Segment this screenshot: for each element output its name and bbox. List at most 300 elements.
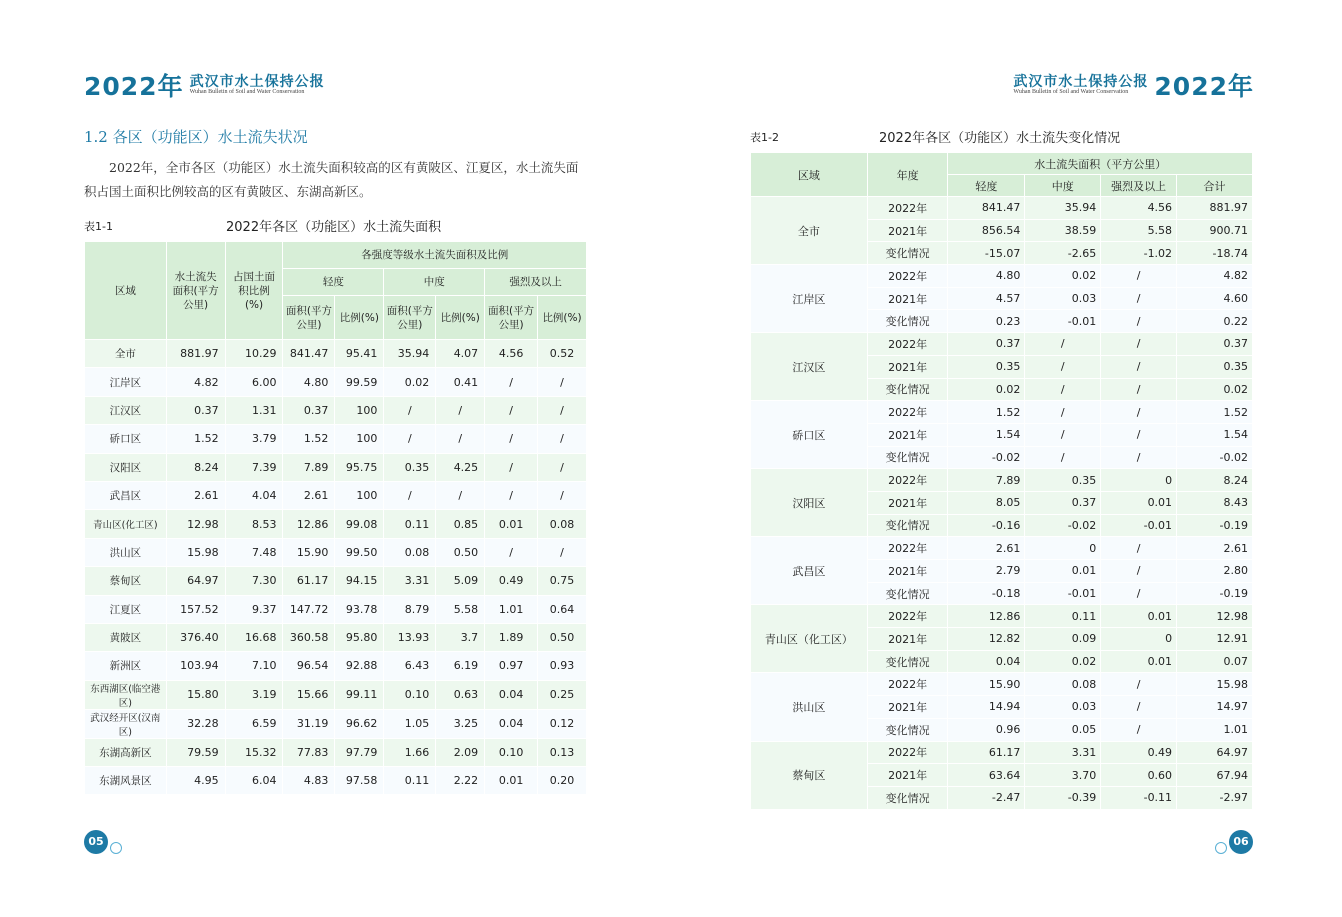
table-row [751,333,1253,356]
table-row [751,265,1253,288]
cell-light-ratio: 100 [335,425,384,453]
cell-strong: / [1101,446,1177,469]
cell-region: 全市 [751,197,868,265]
cell-light-ratio: 100 [335,396,384,424]
cell-year: 2022年 [867,469,948,492]
cell-light-area: 7.89 [283,453,335,481]
cell-light: 12.82 [948,628,1025,651]
cell-light-area: 841.47 [283,340,335,368]
cell-total: 0.35 [1177,355,1253,378]
cell-strong: 0.49 [1101,741,1177,764]
section-title: 1.2 各区（功能区）水土流失状况 [84,128,308,146]
cell-ratio: 6.59 [225,709,283,738]
cell-light-area: 61.17 [283,567,335,595]
cell-strong: / [1101,718,1177,741]
cell-medium: 3.31 [1025,741,1101,764]
cell-total: -18.74 [1177,242,1253,265]
table-row [85,623,587,651]
cell-medium-area: 0.10 [384,680,436,709]
cell-area: 12.98 [166,510,225,538]
col-header-region: 区域 [85,242,167,340]
cell-strong-ratio: / [538,396,587,424]
cell-strong-area: 0.04 [485,680,538,709]
cell-light-ratio: 99.59 [335,368,384,396]
table-row [85,340,587,368]
cell-area: 157.52 [166,595,225,623]
cell-medium: / [1025,423,1101,446]
cell-strong: 0 [1101,628,1177,651]
cell-light-area: 12.86 [283,510,335,538]
cell-medium: / [1025,355,1101,378]
cell-year: 2022年 [867,537,948,560]
cell-strong-area: 1.89 [485,623,538,651]
table-row [85,709,587,738]
cell-year: 2022年 [867,673,948,696]
cell-ratio: 4.04 [225,481,283,509]
cell-area: 4.95 [166,767,225,795]
cell-year: 2021年 [867,696,948,719]
cell-light: -15.07 [948,242,1025,265]
col-header-area [166,242,225,340]
table-row [85,368,587,396]
cell-strong-ratio: 0.13 [538,738,587,766]
cell-strong-area: 0.01 [485,510,538,538]
cell-year: 2021年 [867,491,948,514]
cell-medium: 3.70 [1025,764,1101,787]
cell-light-area: 15.90 [283,538,335,566]
cell-strong-ratio: 0.52 [538,340,587,368]
cell-strong: 5.58 [1101,219,1177,242]
cell-total: 4.60 [1177,287,1253,310]
subheader-light-area: 面积(平方公里) [283,296,335,340]
cell-medium-ratio: 5.09 [436,567,485,595]
cell-ratio: 10.29 [225,340,283,368]
cell-medium: -0.01 [1025,310,1101,333]
cell-region: 东湖高新区 [85,738,167,766]
cell-medium-ratio: 4.07 [436,340,485,368]
cell-light-area: 15.66 [283,680,335,709]
cell-medium: -0.39 [1025,786,1101,809]
cell-strong: / [1101,582,1177,605]
cell-total: 8.43 [1177,491,1253,514]
t2-header-total: 合计 [1177,175,1253,197]
cell-region: 东西湖区(临空港区) [85,680,167,709]
cell-total: 900.71 [1177,219,1253,242]
subheader-light-ratio: 比例(%) [335,296,384,340]
cell-strong-ratio: 0.25 [538,680,587,709]
cell-strong-ratio: 0.64 [538,595,587,623]
table-row [85,652,587,680]
cell-area: 32.28 [166,709,225,738]
table-row [751,605,1253,628]
cell-region: 江岸区 [751,265,868,333]
table2-title: 2022年各区（功能区）水土流失变化情况 [879,131,1121,146]
cell-strong: 0.01 [1101,491,1177,514]
cell-medium-area: 8.79 [384,595,436,623]
cell-medium: 0.03 [1025,696,1101,719]
cell-region: 硚口区 [751,401,868,469]
cell-total: 881.97 [1177,197,1253,220]
cell-strong-area: / [485,396,538,424]
cell-total: 12.98 [1177,605,1253,628]
cell-medium: 0.03 [1025,287,1101,310]
cell-year: 2021年 [867,355,948,378]
cell-medium: 0.02 [1025,265,1101,288]
cell-total: 1.54 [1177,423,1253,446]
cell-light: 1.52 [948,401,1025,424]
cell-light: 856.54 [948,219,1025,242]
table-row [85,595,587,623]
cell-strong: 0.01 [1101,650,1177,673]
cell-year: 变化情况 [867,582,948,605]
col-header-light: 轻度 [283,269,384,296]
cell-total: -0.02 [1177,446,1253,469]
cell-ratio: 3.19 [225,680,283,709]
cell-medium-area: / [384,481,436,509]
cell-light-area: 1.52 [283,425,335,453]
cell-medium: / [1025,401,1101,424]
cell-medium-ratio: / [436,396,485,424]
cell-area: 376.40 [166,623,225,651]
right-header [1013,70,1254,100]
page-number-right: 06 [1229,830,1253,854]
cell-medium: / [1025,446,1101,469]
cell-region: 武昌区 [85,481,167,509]
cell-region: 青山区(化工区) [85,510,167,538]
header-subtitle: Wuhan Bulletin of Soil and Water Conservation [189,89,305,96]
table-row [751,469,1253,492]
cell-strong-area: / [485,481,538,509]
erosion-change-table [750,152,1253,810]
cell-region: 硚口区 [85,425,167,453]
cell-region: 武汉经开区(汉南区) [85,709,167,738]
cell-medium-ratio: 0.50 [436,538,485,566]
cell-total: 0.22 [1177,310,1253,333]
cell-light: 7.89 [948,469,1025,492]
cell-medium: 0.37 [1025,491,1101,514]
erosion-area-table [84,241,587,795]
cell-strong-area: 0.10 [485,738,538,766]
cell-strong-area: 4.56 [485,340,538,368]
cell-year: 2021年 [867,219,948,242]
cell-ratio: 3.79 [225,425,283,453]
header-title-right: 武汉市水土保持公报 [1013,73,1149,90]
subheader-strong-ratio: 比例(%) [538,296,587,340]
cell-ratio: 16.68 [225,623,283,651]
cell-region: 东湖风景区 [85,767,167,795]
cell-medium-area: 1.05 [384,709,436,738]
cell-strong-ratio: 0.75 [538,567,587,595]
cell-medium-area: 0.11 [384,767,436,795]
cell-medium: -2.65 [1025,242,1101,265]
subheader-strong-area: 面积(平方公里) [485,296,538,340]
cell-medium-area: 6.43 [384,652,436,680]
cell-strong: 4.56 [1101,197,1177,220]
cell-strong-area: / [485,453,538,481]
cell-area: 15.80 [166,680,225,709]
cell-year: 2022年 [867,197,948,220]
cell-medium: 0.05 [1025,718,1101,741]
cell-light-ratio: 92.88 [335,652,384,680]
cell-strong: / [1101,423,1177,446]
cell-light: 8.05 [948,491,1025,514]
cell-medium-area: / [384,425,436,453]
cell-medium: 0.11 [1025,605,1101,628]
cell-light-area: 4.80 [283,368,335,396]
intro-paragraph: 2022年，全市各区（功能区）水土流失面积较高的区有黄陂区、江夏区，水土流失面积占国土面积比例较高的区有黄陂区、东湖高新区。 [84,160,579,199]
cell-strong-ratio: / [538,453,587,481]
cell-light-ratio: 94.15 [335,567,384,595]
cell-medium-ratio: 6.19 [436,652,485,680]
cell-light-ratio: 95.41 [335,340,384,368]
cell-ratio: 7.10 [225,652,283,680]
cell-area: 64.97 [166,567,225,595]
cell-light: 0.35 [948,355,1025,378]
cell-medium-area: 0.11 [384,510,436,538]
cell-light: 0.23 [948,310,1025,333]
cell-medium-area: 13.93 [384,623,436,651]
cell-strong-area: 0.01 [485,767,538,795]
cell-light: 2.61 [948,537,1025,560]
cell-strong-ratio: / [538,481,587,509]
cell-light-area: 147.72 [283,595,335,623]
cell-ratio: 7.48 [225,538,283,566]
cell-strong-ratio: / [538,425,587,453]
table-title: 2022年各区（功能区）水土流失面积 [226,220,442,235]
cell-light-area: 0.37 [283,396,335,424]
cell-area: 8.24 [166,453,225,481]
cell-strong: / [1101,265,1177,288]
cell-light: 2.79 [948,560,1025,583]
page-decor-ring-right [1215,842,1227,854]
cell-year: 2021年 [867,287,948,310]
cell-strong-area: 0.04 [485,709,538,738]
cell-total: -0.19 [1177,582,1253,605]
cell-medium-ratio: 4.25 [436,453,485,481]
cell-strong: -0.01 [1101,514,1177,537]
cell-region: 新洲区 [85,652,167,680]
cell-medium: 0.09 [1025,628,1101,651]
cell-medium-ratio: / [436,481,485,509]
table2-label: 表1-2 [750,131,779,144]
cell-ratio: 15.32 [225,738,283,766]
cell-strong: / [1101,560,1177,583]
cell-area: 103.94 [166,652,225,680]
cell-medium: 0 [1025,537,1101,560]
cell-medium-area: 0.02 [384,368,436,396]
cell-strong-area: 1.01 [485,595,538,623]
cell-year: 变化情况 [867,718,948,741]
table-row [85,481,587,509]
cell-medium-area: / [384,396,436,424]
cell-strong-ratio: 0.50 [538,623,587,651]
cell-light-ratio: 97.79 [335,738,384,766]
cell-strong: / [1101,537,1177,560]
cell-light: 0.02 [948,378,1025,401]
cell-year: 2022年 [867,265,948,288]
erosion-change-table-body [751,197,1253,810]
cell-year: 2022年 [867,401,948,424]
cell-total: 2.80 [1177,560,1253,583]
table-row [85,538,587,566]
cell-area: 2.61 [166,481,225,509]
cell-light-area: 96.54 [283,652,335,680]
cell-region: 蔡甸区 [85,567,167,595]
cell-strong: 0.60 [1101,764,1177,787]
cell-area: 4.82 [166,368,225,396]
cell-year: 变化情况 [867,310,948,333]
cell-total: 67.94 [1177,764,1253,787]
cell-year: 变化情况 [867,446,948,469]
cell-total: 0.02 [1177,378,1253,401]
cell-region: 洪山区 [751,673,868,741]
cell-total: 1.01 [1177,718,1253,741]
cell-strong-ratio: 0.20 [538,767,587,795]
cell-light: 4.57 [948,287,1025,310]
cell-medium: / [1025,378,1101,401]
cell-medium-ratio: 2.22 [436,767,485,795]
cell-total: 4.82 [1177,265,1253,288]
t2-header-year: 年度 [867,153,948,197]
table-row [751,673,1253,696]
header-title: 武汉市水土保持公报 [189,73,325,90]
cell-area: 15.98 [166,538,225,566]
cell-total: 2.61 [1177,537,1253,560]
cell-ratio: 8.53 [225,510,283,538]
cell-total: 8.24 [1177,469,1253,492]
cell-strong-area: / [485,368,538,396]
cell-medium-ratio: 0.41 [436,368,485,396]
col-header-medium: 中度 [384,269,485,296]
cell-strong: -1.02 [1101,242,1177,265]
cell-medium: -0.01 [1025,582,1101,605]
cell-region: 汉阳区 [85,453,167,481]
erosion-area-table-body [85,340,587,795]
cell-medium-area: 3.31 [384,567,436,595]
cell-ratio: 1.31 [225,396,283,424]
cell-region: 武昌区 [751,537,868,605]
cell-year: 2022年 [867,741,948,764]
cell-area: 881.97 [166,340,225,368]
col-header-group: 各强度等级水土流失面积及比例 [283,242,587,269]
cell-medium-ratio: 3.25 [436,709,485,738]
cell-ratio: 7.39 [225,453,283,481]
cell-strong-ratio: 0.93 [538,652,587,680]
cell-light: 15.90 [948,673,1025,696]
cell-strong-area: / [485,425,538,453]
cell-medium-ratio: 3.7 [436,623,485,651]
cell-total: 15.98 [1177,673,1253,696]
cell-medium: 35.94 [1025,197,1101,220]
cell-total: 0.37 [1177,333,1253,356]
header-year-right: 2022年 [1154,72,1254,101]
cell-light-ratio: 99.50 [335,538,384,566]
cell-strong: / [1101,401,1177,424]
table-row [751,741,1253,764]
cell-strong-ratio: / [538,368,587,396]
t2-header-region: 区域 [751,153,868,197]
cell-strong: / [1101,355,1177,378]
table-row [85,396,587,424]
cell-light: 0.37 [948,333,1025,356]
cell-light-area: 2.61 [283,481,335,509]
page-decor-ring-left [110,842,122,854]
col-header-strong: 强烈及以上 [485,269,587,296]
col-header-ratio-text: 占国土面积比例(%) [233,270,276,311]
col-header-ratio [225,242,283,340]
cell-total: 0.07 [1177,650,1253,673]
subheader-medium-area: 面积(平方公里) [384,296,436,340]
t2-header-medium: 中度 [1025,175,1101,197]
cell-medium-ratio: 2.09 [436,738,485,766]
cell-light-ratio: 97.58 [335,767,384,795]
cell-medium: 38.59 [1025,219,1101,242]
cell-strong: / [1101,696,1177,719]
cell-light: 841.47 [948,197,1025,220]
cell-strong: / [1101,333,1177,356]
cell-medium-ratio: 0.85 [436,510,485,538]
cell-year: 变化情况 [867,514,948,537]
cell-light: 0.04 [948,650,1025,673]
cell-strong: 0 [1101,469,1177,492]
cell-year: 2021年 [867,764,948,787]
cell-region: 江夏区 [85,595,167,623]
cell-medium-ratio: 0.63 [436,680,485,709]
cell-medium-ratio: 5.58 [436,595,485,623]
cell-year: 2022年 [867,333,948,356]
cell-light: -0.02 [948,446,1025,469]
cell-total: 12.91 [1177,628,1253,651]
cell-light-ratio: 99.08 [335,510,384,538]
cell-region: 江岸区 [85,368,167,396]
header-subtitle-right: Wuhan Bulletin of Soil and Water Conservation [1013,89,1129,96]
cell-light-ratio: 93.78 [335,595,384,623]
cell-strong-ratio: / [538,538,587,566]
cell-area: 1.52 [166,425,225,453]
cell-region: 江汉区 [751,333,868,401]
cell-medium-area: 1.66 [384,738,436,766]
cell-light-area: 77.83 [283,738,335,766]
cell-light-ratio: 100 [335,481,384,509]
cell-year: 2021年 [867,560,948,583]
cell-strong: / [1101,310,1177,333]
cell-medium: 0.01 [1025,560,1101,583]
table-row [751,197,1253,220]
cell-year: 2021年 [867,423,948,446]
table-row [85,510,587,538]
cell-region: 洪山区 [85,538,167,566]
cell-medium-ratio: / [436,425,485,453]
cell-medium-area: 35.94 [384,340,436,368]
cell-total: -0.19 [1177,514,1253,537]
cell-strong-ratio: 0.08 [538,510,587,538]
cell-strong: 0.01 [1101,605,1177,628]
cell-region: 蔡甸区 [751,741,868,809]
cell-light: 1.54 [948,423,1025,446]
cell-total: 1.52 [1177,401,1253,424]
cell-ratio: 6.04 [225,767,283,795]
cell-light-ratio: 95.80 [335,623,384,651]
cell-region: 黄陂区 [85,623,167,651]
cell-ratio: 7.30 [225,567,283,595]
cell-region: 江汉区 [85,396,167,424]
cell-medium: 0.35 [1025,469,1101,492]
cell-light-area: 360.58 [283,623,335,651]
cell-strong: -0.11 [1101,786,1177,809]
cell-year: 变化情况 [867,378,948,401]
cell-area: 79.59 [166,738,225,766]
col-header-area-text: 水土流失面积(平方公里) [172,270,219,311]
